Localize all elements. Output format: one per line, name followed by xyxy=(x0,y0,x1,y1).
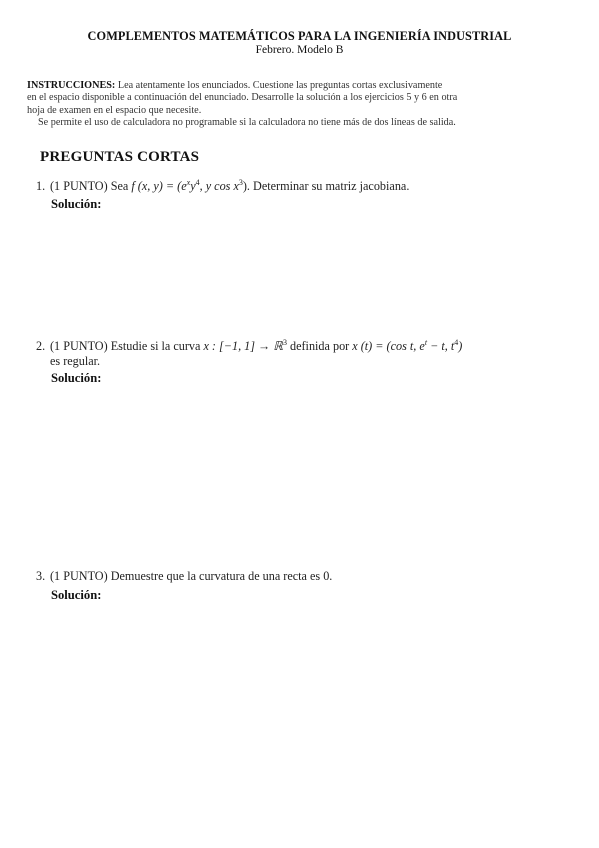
instructions-block xyxy=(27,80,575,130)
question-1-text-c: ). Determinar su matriz jacobiana. xyxy=(242,179,410,194)
question-3-statement xyxy=(36,569,576,584)
question-2 xyxy=(36,335,576,369)
section-title: PREGUNTAS CORTAS xyxy=(40,149,200,165)
question-2-statement: 2. (1 PUNTO) Estudie si la curva x : [−1, 1] → ℝ$^3$ definida por x (t) = (cos t, $e^t - t$, $t^4$) xyxy=(36,338,463,354)
question-1-points: (1 PUNTO) xyxy=(50,179,108,194)
question-1-solution-label: Solución: xyxy=(51,197,102,211)
question-2-continuation: es regular. xyxy=(50,354,101,369)
question-1-function-b: y xyxy=(190,179,196,194)
instructions-line-1 xyxy=(27,80,575,92)
question-3-solution-label: Solución: xyxy=(51,588,102,602)
question-2-curve-domain: x : [−1, 1] → ℝ xyxy=(203,339,283,354)
question-1-text-a: Sea xyxy=(110,179,132,194)
question-2-number: 2. xyxy=(36,339,46,354)
question-3 xyxy=(36,569,576,584)
question-1 xyxy=(36,175,576,194)
question-1-number: 1. xyxy=(36,179,46,194)
question-1-function-c: , y cos x xyxy=(199,179,239,194)
instructions-label: INSTRUCCIONES: xyxy=(27,80,116,91)
question-2-curve: x (t) = (cos t, e xyxy=(352,339,425,354)
instructions-line-2: en el espacio disponible a continuación del enunciado. Desarrolle la solución a los ejercicios 5 y 6 en otra xyxy=(27,92,458,104)
instructions-line-3: hoja de examen en el espacio que necesite. xyxy=(27,104,202,116)
document-subtitle: Febrero. Modelo B xyxy=(255,44,344,56)
question-2-points: (1 PUNTO) xyxy=(50,339,108,354)
question-2-solution-label: Solución: xyxy=(51,371,102,385)
instructions-text-1: Lea atentamente los enunciados. Cuestione las preguntas cortas exclusivamente xyxy=(117,80,443,91)
instructions-line-4: Se permite el uso de calculadora no programable si la calculadora no tiene más de dos líneas de salida. xyxy=(38,117,456,129)
question-1-statement: 1. (1 PUNTO) Sea f (x, $y) = (e^xy^4$, y $\cos x^3$). Determinar su matriz jacobiana. xyxy=(36,178,410,194)
question-3-points: (1 PUNTO) xyxy=(50,569,108,583)
question-2-text-b: definida por xyxy=(286,339,353,354)
question-3-text: Demuestre que la curvatura de una recta es 0. xyxy=(110,569,333,583)
question-2-curve-b: − t, t xyxy=(427,339,455,354)
question-2-text-a: Estudie si la curva xyxy=(110,339,204,354)
question-3-number: 3. xyxy=(36,569,46,583)
question-1-function: f (x, y) = (e xyxy=(131,179,187,194)
document-title: COMPLEMENTOS MATEMÁTICOS PARA LA INGENIERÍA INDUSTRIAL xyxy=(87,29,512,43)
